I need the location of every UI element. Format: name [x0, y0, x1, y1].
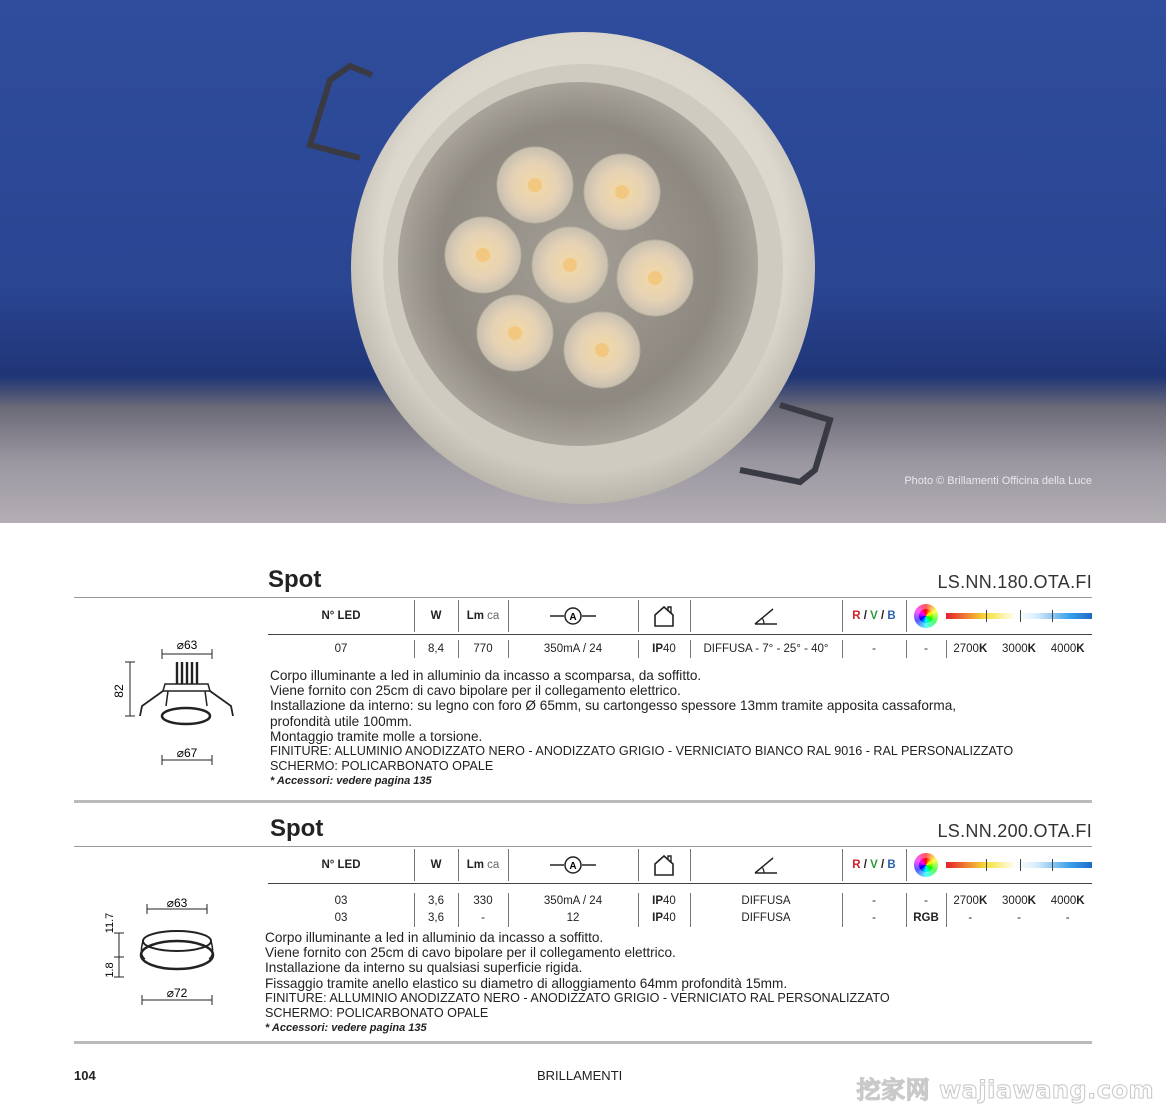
cell-beam: DIFFUSA - 7° - 25° - 40° [703, 643, 829, 655]
cell-rgb: - [924, 895, 928, 907]
cell-rgb: RGB [913, 912, 939, 924]
cell-kelvin: 2700K 3000K 4000K [953, 643, 1085, 655]
product-title: Spot [270, 815, 324, 842]
cell-watt: 3,6 [428, 912, 444, 924]
house-icon [638, 849, 690, 881]
cell-current: 350mA / 24 [543, 895, 603, 907]
product-photo [0, 0, 1166, 523]
product-code: LS.NN.180.OTA.FI [937, 572, 1092, 592]
header-led: N° LED [321, 859, 361, 871]
cell-beam: DIFFUSA [741, 895, 791, 907]
color-temperature-bar [946, 600, 1092, 632]
cell-led: 03 [334, 912, 348, 924]
spring-clip-left [310, 66, 372, 158]
color-wheel-icon [906, 600, 946, 632]
cell-current: 12 [566, 912, 580, 924]
svg-text:⌀63: ⌀63 [176, 638, 198, 652]
cell-lumen: 330 [473, 895, 493, 907]
technical-drawing [110, 636, 250, 766]
cell-ip: IP 40 [652, 895, 676, 907]
cell-rvb: - [872, 895, 876, 907]
header-rvb: R / V / B [852, 610, 896, 622]
svg-text:1.8: 1.8 [105, 962, 116, 978]
svg-text:82: 82 [112, 684, 126, 698]
header-led: N° LED [321, 610, 361, 622]
cell-beam: DIFFUSA [741, 912, 791, 924]
angle-icon [690, 600, 842, 632]
cell-lumen: 770 [473, 643, 493, 655]
cell-led: 07 [334, 643, 348, 655]
footer-brand: BRILLAMENTI [537, 1068, 623, 1083]
spotlight-illustration [0, 0, 1166, 523]
cell-rvb: - [872, 912, 876, 924]
accessories-note: * Accessori: vedere pagina 135 [265, 1022, 427, 1035]
product-description: Corpo illuminante a led in alluminio da incasso a soffitto. Viene fornito con 25cm di cavo bipolare per il collegamento elettrico. Installazione da interno su qualsiasi superficie rigida. Fissaggio tramite anello elastico su diametro di alloggiamento 64mm profondità 15mm. FINITURE: ALLUMINIO ANODIZZATO NERO - ANODIZZATO GRIGIO - VERNICIATO RAL PERSONALIZZATO SCHERMO: POLICARBONATO OPALE * Accessori: vedere pagina 135 [265, 930, 1085, 1036]
color-temperature-bar [946, 849, 1092, 881]
header-rvb: R / V / B [852, 859, 896, 871]
product-code: LS.NN.200.OTA.FI [937, 821, 1092, 841]
photo-credit: Photo © Brillamenti Officina della Luce [904, 475, 1092, 487]
screen-text: SCHERMO: POLICARBONATO OPALE [270, 759, 494, 774]
cell-led: 03 [334, 895, 348, 907]
cell-ip: IP 40 [652, 643, 676, 655]
angle-icon [690, 849, 842, 881]
svg-text:⌀72: ⌀72 [166, 986, 188, 1000]
ammeter-icon [508, 600, 638, 632]
color-wheel-icon [906, 849, 946, 881]
svg-text:A: A [569, 861, 577, 872]
cell-rvb: - [872, 643, 876, 655]
svg-text:⌀67: ⌀67 [176, 746, 198, 760]
cell-kelvin: 2700K 3000K 4000K [953, 895, 1085, 907]
product-description: Corpo illuminante a led in alluminio da incasso a scomparsa, da soffitto. Viene fornito con 25cm di cavo bipolare per il collegamento elettrico. Installazione da interno: su legno con foro Ø 65mm, su cartongesso spessore 13mm tramite apposita cassaforma, profondità utile 100mm. Montaggio tramite molle a torsione. FINITURE: ALLUMINIO ANODIZZATO NERO - ANODIZZATO GRIGIO - VERNICIATO BIANCO RAL 9016 - RAL PERSONALIZZATO SCHERMO: POLICARBONATO OPALE * Accessori: vedere pagina 135 [270, 668, 1090, 790]
finishes-text: FINITURE: ALLUMINIO ANODIZZATO NERO - ANODIZZATO GRIGIO - VERNICIATO BIANCO RAL 9016 - RAL PERSONALIZZATO [270, 744, 1014, 759]
svg-text:11.7: 11.7 [105, 912, 116, 934]
accessories-note: * Accessori: vedere pagina 135 [270, 775, 432, 788]
page-number: 104 [74, 1068, 96, 1083]
house-icon [638, 600, 690, 632]
cell-watt: 8,4 [428, 643, 444, 655]
cell-ip: IP 40 [652, 912, 676, 924]
screen-text: SCHERMO: POLICARBONATO OPALE [265, 1006, 489, 1021]
cell-kelvin: - - - [968, 912, 1070, 924]
finishes-text: FINITURE: ALLUMINIO ANODIZZATO NERO - ANODIZZATO GRIGIO - VERNICIATO RAL PERSONALIZZATO [265, 990, 890, 1005]
watermark: 挖家网 wajiawang.com [856, 1076, 1154, 1104]
cell-current: 350mA / 24 [543, 643, 603, 655]
cell-lumen: - [481, 912, 485, 924]
cell-rgb: - [924, 643, 928, 655]
svg-text:⌀63: ⌀63 [166, 896, 188, 910]
header-watt: W [430, 859, 442, 871]
ammeter-icon [508, 849, 638, 881]
divider [74, 597, 1092, 598]
cell-watt: 3,6 [428, 895, 444, 907]
technical-drawing [105, 893, 255, 1008]
header-lumen: Lm ca [466, 859, 500, 871]
header-lumen: Lm ca [466, 610, 500, 622]
header-watt: W [430, 610, 442, 622]
product-title: Spot [268, 566, 322, 593]
svg-text:A: A [569, 612, 577, 623]
